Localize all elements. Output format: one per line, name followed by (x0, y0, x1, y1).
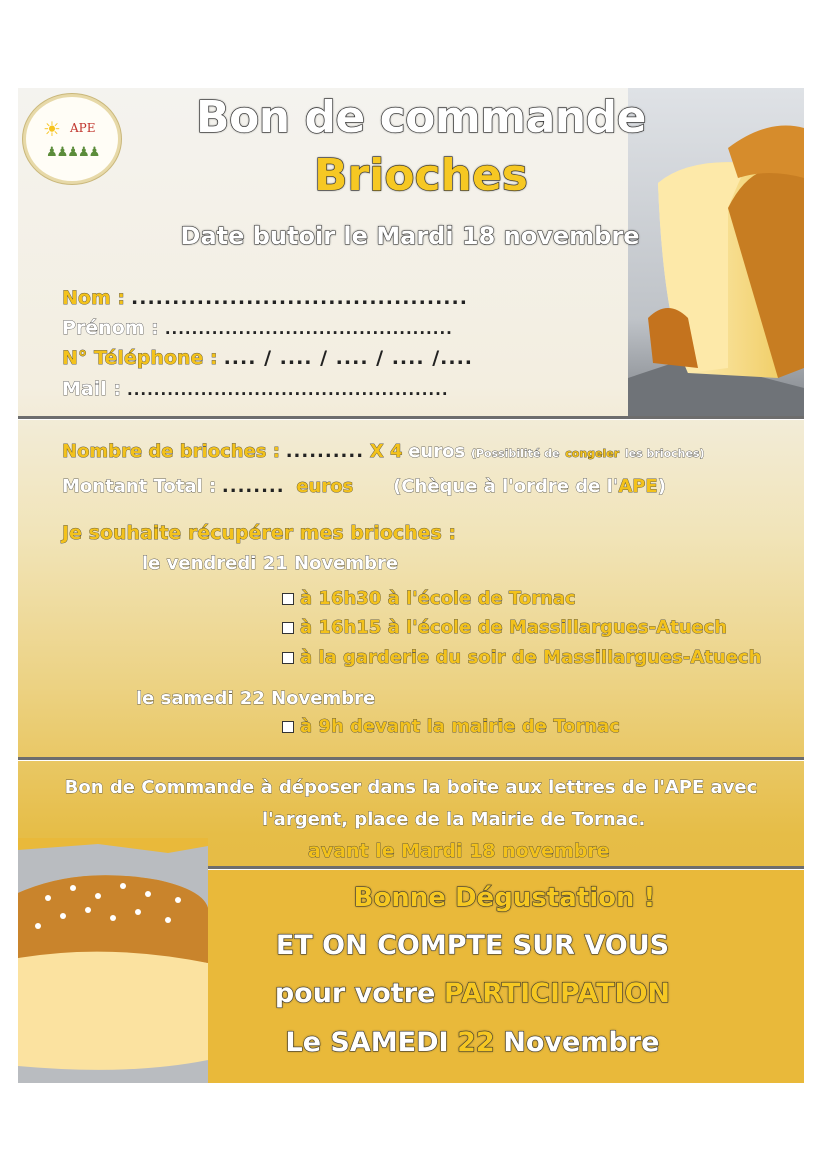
price-unit: euros (408, 441, 466, 462)
closing-line-3 (205, 978, 740, 1009)
cheque-note-post: ) (657, 476, 666, 497)
nom-dots: ......................................... (131, 287, 468, 309)
telephone-dots: .... / .... / .... / .... /.... (223, 347, 474, 369)
pickup-option-4[interactable] (282, 716, 620, 737)
checkbox[interactable] (282, 622, 294, 634)
quantity-dots: .......... (285, 441, 365, 462)
logo-text: APE (70, 121, 96, 135)
closing-line-4-post: Novembre (503, 1027, 660, 1058)
pickup-heading: Je souhaite récupérer mes brioches : (62, 522, 457, 544)
separator-3 (205, 866, 804, 869)
pickup-option-2[interactable] (282, 617, 727, 638)
page-subtitle: Brioches (314, 150, 528, 201)
order-quantity-line[interactable] (62, 441, 705, 462)
nom-label: Nom : (62, 287, 125, 309)
page-title: Bon de commande (196, 92, 646, 143)
deposit-line-2: l'argent, place de la Mairie de Tornac. (262, 809, 646, 830)
closing-line-3-pre: pour votre (274, 978, 436, 1009)
pickup-day-2: le samedi 22 Novembre (136, 688, 376, 709)
pickup-option-3[interactable] (282, 647, 761, 668)
mail-label: Mail : (62, 378, 121, 400)
checkbox[interactable] (282, 593, 294, 605)
brioche-image-bottom (18, 838, 208, 1083)
children-icon: ♟♟♟♟♟ (46, 145, 100, 160)
field-nom[interactable] (62, 287, 468, 309)
total-unit: euros (296, 476, 354, 497)
field-prenom[interactable] (62, 317, 453, 339)
deposit-line-1: Bon de Commande à déposer dans la boite aux lettres de l'APE avec (64, 777, 758, 798)
prenom-label: Prénom : (62, 317, 159, 339)
cheque-note-pre: (Chèque à l'ordre de l' (393, 476, 619, 497)
sun-icon: ☀ (43, 117, 61, 141)
telephone-label: N° Téléphone : (62, 347, 218, 369)
total-dots: ........ (221, 476, 285, 497)
deposit-deadline: avant le Mardi 18 novembre (308, 840, 610, 862)
participation-word: PARTICIPATION (443, 978, 671, 1009)
pickup-day-1: le vendredi 21 Novembre (142, 553, 399, 574)
option-label: à 16h30 à l'école de Tornac (300, 588, 576, 609)
total-label: Montant Total : (62, 476, 217, 497)
freeze-note-word: congeler (565, 447, 620, 460)
checkbox[interactable] (282, 721, 294, 733)
deadline-text: Date butoir le Mardi 18 novembre (180, 222, 640, 250)
separator-2 (18, 757, 804, 760)
closing-line-1: Bonne Dégustation ! (353, 883, 656, 913)
closing-line-4-pre: Le SAMEDI (285, 1027, 449, 1058)
quantity-label: Nombre de brioches : (62, 441, 280, 462)
option-label: à la garderie du soir de Massillargues-Atuech (300, 647, 762, 668)
checkbox[interactable] (282, 652, 294, 664)
ape-logo (26, 97, 118, 181)
freeze-note-pre: (Possibilité de (470, 447, 560, 460)
option-label: à 9h devant la mairie de Tornac (300, 716, 620, 737)
price-value: X 4 (369, 441, 403, 462)
pickup-option-1[interactable] (282, 588, 576, 609)
closing-line-4 (205, 1027, 740, 1058)
freeze-note-post: les brioches) (624, 447, 705, 460)
field-telephone[interactable] (62, 347, 473, 369)
order-total-line[interactable] (62, 476, 666, 497)
separator-1 (18, 416, 804, 419)
prenom-dots: ........................................... (164, 320, 453, 338)
cheque-note-ape: APE (618, 476, 658, 497)
closing-line-4-num: 22 (457, 1027, 495, 1058)
field-mail[interactable] (62, 378, 449, 400)
option-label: à 16h15 à l'école de Massillargues-Atuech (300, 617, 728, 638)
closing-line-2: ET ON COMPTE SUR VOUS (275, 930, 670, 961)
mail-dots: ................................................ (127, 381, 449, 399)
